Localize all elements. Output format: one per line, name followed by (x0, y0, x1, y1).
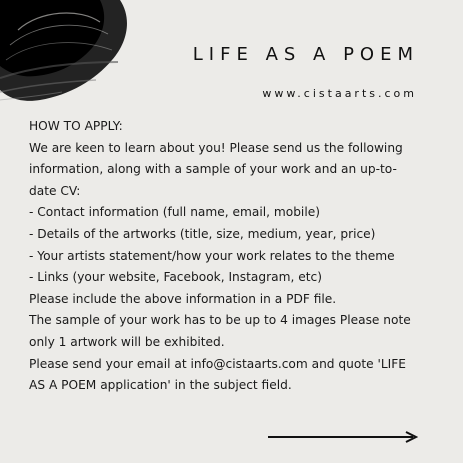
requirement-item: - Details of the artworks (title, size, medium, year, price) (29, 226, 376, 241)
application-instructions (29, 116, 449, 397)
instructions-line: We are keen to learn about you! Please send us the following (29, 140, 403, 155)
page-title: LIFE AS A POEM (192, 44, 419, 65)
instructions-line: Please send your email at info@cistaarts.com and quote 'LIFE (29, 356, 406, 371)
instructions-line: AS A POEM application' in the subject field. (29, 378, 292, 393)
instructions-line: only 1 artwork will be exhibited. (29, 334, 225, 349)
requirement-item: - Links (your website, Facebook, Instagram, etc) (29, 270, 322, 285)
instructions-line: information, along with a sample of your work and an up-to- (29, 162, 397, 177)
requirement-item: - Your artists statement/how your work relates to the theme (29, 248, 395, 263)
website-link-text: www.cistaarts.com (262, 87, 417, 100)
requirement-item: - Contact information (full name, email, mobile) (29, 205, 320, 220)
instructions-heading: HOW TO APPLY: (29, 119, 123, 133)
instructions-line: date CV: (29, 183, 81, 198)
arrow-right-icon[interactable] (268, 430, 418, 444)
instructions-line: Please include the above information in a PDF file. (29, 291, 337, 306)
instructions-line: The sample of your work has to be up to 4 images Please note (29, 313, 411, 328)
ink-brush-stroke-decoration (0, 0, 140, 115)
